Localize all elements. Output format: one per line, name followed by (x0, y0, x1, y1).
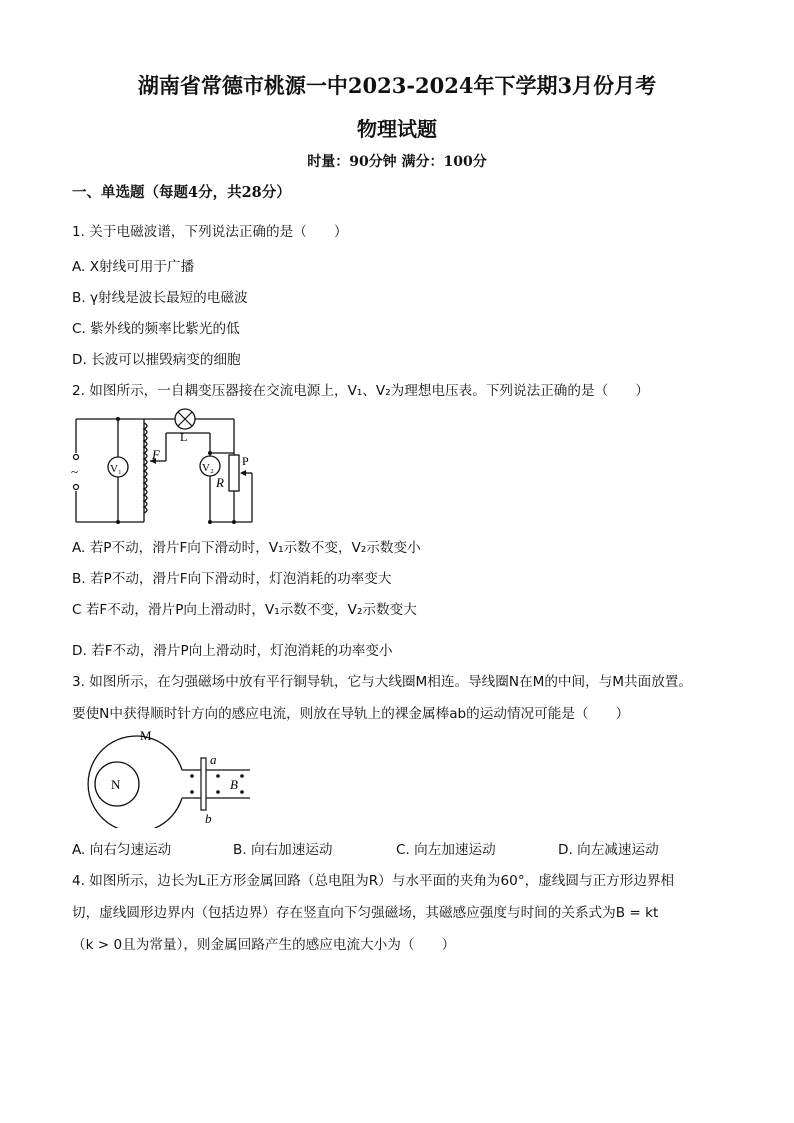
q1-option-d: D. 长波可以摧毁病变的细胞 (72, 352, 241, 368)
q3-option-d: D. 向左减速运动 (558, 842, 659, 858)
q3-stem-line1: 3. 如图所示，在匀强磁场中放有平行铜导轨，它与大线圈M相连。导线圈N在M的中间，与M共面放置。 (72, 674, 692, 690)
q3-coil-figure (70, 728, 260, 828)
q1-stem: 1. 关于电磁波谱，下列说法正确的是（ ） (72, 224, 348, 240)
rod-end-b-label: b (205, 811, 212, 826)
q4-stem-line1: 4. 如图所示，边长为L正方形金属回路（总电阻为R）与水平面的夹角为60°，虚线圆与正方形边界相 (72, 873, 675, 889)
q2-option-c: C 若F不动，滑片P向上滑动时，V₁示数不变，V₂示数变大 (72, 602, 417, 618)
q3-option-c: C. 向左加速运动 (396, 842, 496, 858)
rod-end-a-label: a (210, 752, 217, 767)
q1-option-a: A. X射线可用于广播 (72, 259, 195, 275)
v2-label: V₂ (202, 462, 214, 474)
resistor-icon (229, 455, 239, 491)
q2-stem: 2. 如图所示，一自耦变压器接在交流电源上，V₁、V₂为理想电压表。下列说法正确的是（ ） (72, 383, 649, 399)
q4-stem-line2: 切，虚线圆形边界内（包括边界）存在竖直向下匀强磁场，其磁感应强度与时间的关系式为B = kt (72, 905, 659, 921)
coil-m-label: M (140, 728, 152, 743)
metal-rod-icon (201, 758, 206, 810)
q1-option-c: C. 紫外线的频率比紫光的低 (72, 321, 240, 337)
resistor-label: R (216, 475, 224, 490)
q3-stem-line2: 要使N中获得顺时针方向的感应电流，则放在导轨上的裸金属棒ab的运动情况可能是（ ） (72, 706, 630, 722)
q1-option-b: B. γ射线是波长最短的电磁波 (72, 290, 248, 306)
q3-option-b: B. 向右加速运动 (233, 842, 333, 858)
terminal-icon (74, 455, 79, 460)
q2-circuit-figure (70, 405, 270, 530)
lamp-label: L (180, 430, 188, 444)
coil-n-label: N (111, 777, 121, 792)
terminal-icon (74, 485, 79, 490)
slider-p-label: P (242, 454, 249, 468)
exam-subject: 物理试题 (357, 117, 437, 141)
section-heading: 一、单选题（每题4分，共28分） (72, 184, 291, 201)
field-label: B (230, 777, 238, 792)
q3-option-a: A. 向右匀速运动 (72, 842, 172, 858)
q2-option-b: B. 若P不动，滑片F向下滑动时，灯泡消耗的功率变大 (72, 571, 392, 587)
exam-meta: 时量：90分钟 满分：100分 (307, 154, 487, 170)
q2-option-d: D. 若F不动，滑片P向上滑动时，灯泡消耗的功率变小 (72, 643, 393, 659)
slider-f-label: F (152, 447, 160, 462)
ac-symbol: ~ (71, 464, 79, 479)
q4-stem-line3: （k > 0且为常量），则金属回路产生的感应电流大小为（ ） (72, 937, 456, 953)
exam-title: 湖南省常德市桃源一中2023-2024年下学期3月份月考 (137, 73, 657, 98)
slider-arrow-icon (240, 470, 246, 476)
q2-option-a: A. 若P不动，滑片F向下滑动时，V₁示数不变，V₂示数变小 (72, 540, 421, 556)
v1-label: V₁ (110, 463, 122, 475)
